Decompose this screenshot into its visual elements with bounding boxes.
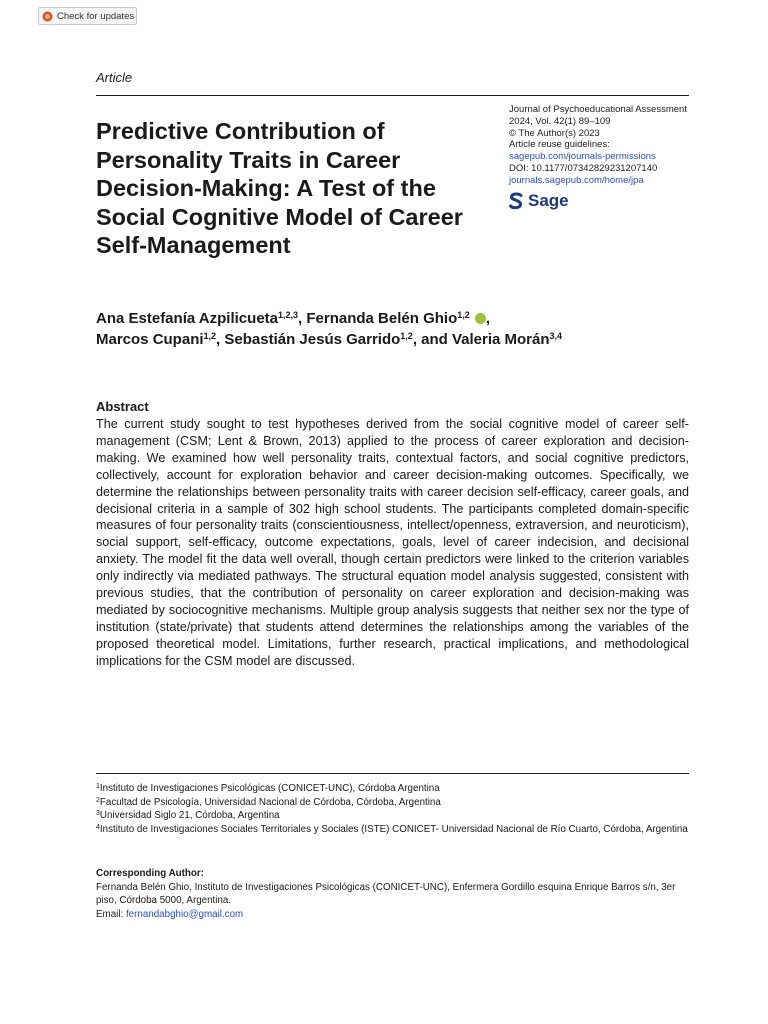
author-affiliation-marker: 1,2 — [457, 310, 470, 320]
email-link[interactable]: fernandabghio@gmail.com — [125, 908, 244, 920]
author-separator: , — [485, 310, 491, 327]
header-divider — [96, 95, 689, 96]
publisher-logo — [509, 191, 569, 211]
author-affiliation-marker: 1,2 — [400, 331, 413, 341]
corresponding-author-address: Fernanda Belén Ghio, Instituto de Investigaciones Psicológicas (CONICET-UNC), Enfermera Gordillo esquina Enrique Barros s/n, 3er piso, Córdoba 5000, Argentina. — [96, 881, 676, 906]
author-affiliation-marker: 1,2 — [203, 331, 217, 341]
author-list — [96, 308, 696, 350]
affiliation-number: 3 — [96, 810, 100, 817]
journal-home-link[interactable]: journals.sagepub.com/home/jpa — [509, 174, 644, 186]
reuse-guidelines-label: Article reuse guidelines: — [509, 139, 610, 151]
affiliation-number: 2 — [96, 796, 100, 804]
author-affiliation-marker: 3,4 — [549, 331, 563, 341]
affiliation-text: Instituto de Investigaciones Sociales Territoriales y Sociales (ISTE) CONICET- Universidad Nacional de Río Cuarto, Córdoba, Argentina — [99, 823, 688, 835]
check-for-updates-label: Check for updates — [57, 10, 135, 22]
author-separator: , and — [412, 331, 452, 348]
affiliation-text: Universidad Siglo 21, Córdoba, Argentina — [99, 810, 280, 821]
author-separator: , — [216, 331, 225, 348]
affiliation-number: 1 — [96, 783, 100, 790]
sage-s-icon — [509, 192, 523, 210]
article-title: Predictive Contribution of Personality Traits in Career Decision-Making: A Test of the Social Cognitive Model of Career Self-Management — [96, 118, 463, 258]
corresponding-author — [96, 867, 689, 921]
journal-info — [509, 104, 709, 187]
affiliation-item — [96, 782, 689, 796]
affiliation-item — [96, 823, 689, 837]
abstract-heading: Abstract — [96, 399, 149, 414]
author-name: Sebastián Jesús Garrido — [224, 331, 401, 348]
orcid-icon[interactable] — [475, 313, 486, 324]
article-type-label: Article — [96, 70, 133, 85]
publisher-name: Sage — [528, 191, 569, 210]
journal-copyright: © The Author(s) 2023 — [509, 127, 600, 139]
author-name: Valeria Morán — [451, 331, 550, 348]
affiliation-item — [96, 796, 689, 810]
journal-doi: DOI: 10.1177/07342829231207140 — [509, 162, 658, 174]
author-affiliation-marker: 1,2,3 — [278, 310, 299, 320]
corresponding-author-heading: Corresponding Author: — [96, 868, 204, 879]
check-updates-icon — [42, 11, 53, 22]
journal-volume: 2024, Vol. 42(1) 89–109 — [509, 115, 611, 127]
corresponding-author-email-line — [96, 908, 689, 922]
affiliation-list — [96, 782, 689, 836]
author-separator: , — [298, 310, 307, 327]
email-label: Email: — [96, 908, 126, 920]
footnote-divider — [96, 773, 689, 774]
journal-name: Journal of Psychoeducational Assessment — [509, 104, 687, 115]
author-name: Ana Estefanía Azpilicueta — [96, 310, 278, 327]
abstract-text: The current study sought to test hypotheses derived from the social cognitive model of career self-management (CSM; Lent & Brown, 2013) applied to the process of career exploration and decision-making. We examined how well personality traits, contextual factors, and social cognitive predictors, collectively, account for exploration behavior and career decision-making outcomes. Specifically, we determine the relationships between personality traits with career decision self-efficacy, career goals, and decisional criteria in a sample of 302 high school students. The participants completed domain-specific measures of four personality traits (conscientiousness, intellect/openness, extraversion, and neuroticism), social support, self-efficacy, outcome expectations, goals, level of career indecision, and decisional anxiety. The model fit the data well overall, though certain predictors were linked to the criterion variables only indirectly via mediated pathways. The structural equation model analysis suggested, consistent with previous studies, that the contribution of personality on career exploration and decision-making was mediated by sociocognitive mechanisms. Multiple group analysis suggests that neither sex nor the type of institution (state/private) that students attend determines the relationships among the variables of the proposed theoretical model. Limitations, further research, practical implications, and methodological implications for the CSM model are discussed. — [96, 417, 689, 668]
author-name: Fernanda Belén Ghio — [306, 310, 458, 327]
affiliation-text: Facultad de Psicología, Universidad Nacional de Córdoba, Córdoba, Argentina — [99, 796, 441, 808]
affiliation-text: Instituto de Investigaciones Psicológicas (CONICET-UNC), Córdoba Argentina — [99, 783, 440, 794]
check-for-updates-badge[interactable] — [38, 7, 137, 25]
affiliation-number: 4 — [96, 823, 100, 831]
reuse-guidelines-link[interactable]: sagepub.com/journals-permissions — [509, 151, 656, 163]
author-name: Marcos Cupani — [96, 331, 204, 348]
affiliation-item — [96, 809, 689, 823]
